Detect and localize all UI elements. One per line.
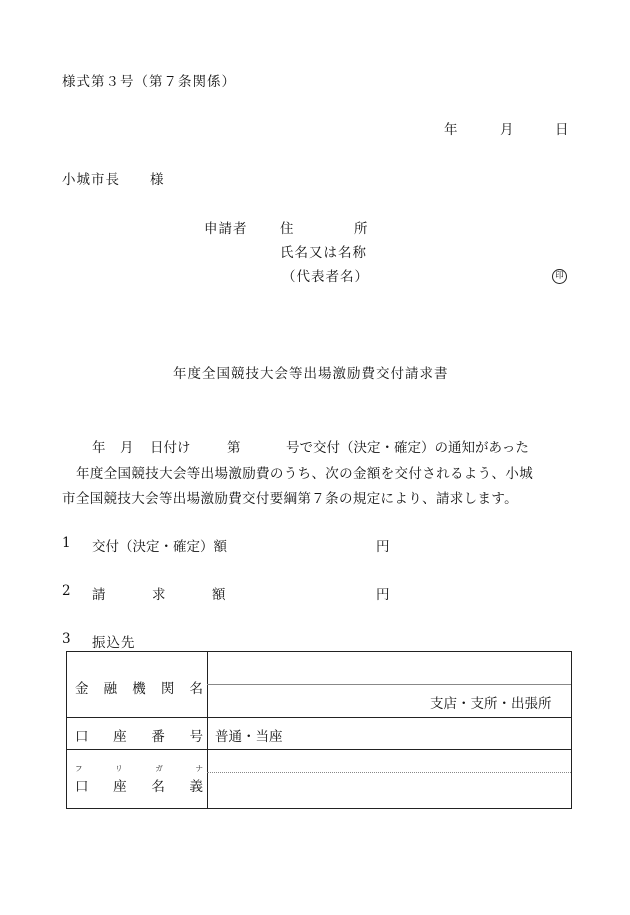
ruby-inner-line xyxy=(207,772,571,773)
date-day-label: 日 xyxy=(555,122,569,138)
body-year: 年 xyxy=(92,440,106,456)
account-number-label: 口 座 番 号 xyxy=(75,729,203,745)
body-line-2: 年度全国競技大会等出場激励費のうち、次の金額を交付されるよう、小城 xyxy=(76,466,534,482)
date-year-label: 年 xyxy=(444,122,458,138)
account-type-options: 普通・当座 xyxy=(215,729,283,745)
applicant-label: 申請者 xyxy=(204,221,248,237)
name-label: 氏名又は名称 xyxy=(280,245,367,261)
seal-icon: 印 xyxy=(552,269,567,284)
form-number: 様式第３号（第７条関係） xyxy=(62,74,236,90)
item-2-label-1: 請 xyxy=(92,587,106,603)
row-divider-2 xyxy=(67,749,571,750)
item-2-label-2: 求 xyxy=(152,587,166,603)
date-month-label: 月 xyxy=(500,122,514,138)
bank-name-label: 金 融 機 関 名 xyxy=(75,681,203,697)
table-column-divider xyxy=(207,652,208,808)
bank-name-inner-line xyxy=(207,684,571,685)
item-2-unit: 円 xyxy=(376,587,390,603)
seal-mark xyxy=(552,266,567,284)
item-2-label-3: 額 xyxy=(212,587,226,603)
row-divider-1 xyxy=(67,717,571,718)
account-name-label: 口 座 名 義 xyxy=(75,779,203,795)
bank-name-field[interactable] xyxy=(297,666,557,680)
bank-transfer-table xyxy=(66,651,572,809)
body-line-3: 市全国競技大会等出場激励費交付要綱第７条の規定により、請求します。 xyxy=(62,491,518,507)
item-3-number: 3 xyxy=(62,631,71,647)
item-1-unit: 円 xyxy=(376,539,390,555)
address-label-2: 所 xyxy=(354,221,368,237)
document-title: 年度全国競技大会等出場激励費交付請求書 xyxy=(173,366,449,382)
item-3-label: 振込先 xyxy=(92,635,136,651)
representative-label: （代表者名） xyxy=(282,269,369,285)
body-month: 月 xyxy=(120,440,134,456)
addressee-name: 小城市長 xyxy=(62,172,120,188)
body-notice-text: 号で交付（決定・確定）の通知があった xyxy=(286,440,529,456)
item-2-number: 2 xyxy=(62,583,71,599)
body-dai: 第 xyxy=(227,440,241,456)
addressee-honorific: 様 xyxy=(150,172,164,188)
item-1-number: 1 xyxy=(62,535,71,551)
branch-options: 支店・支所・出張所 xyxy=(430,696,552,712)
address-label-1: 住 xyxy=(280,221,294,237)
account-name-ruby: フ リ ガ ナ xyxy=(75,764,203,773)
body-date-suffix: 日付け xyxy=(150,440,191,456)
item-1-label: 交付（決定・確定）額 xyxy=(92,539,227,555)
